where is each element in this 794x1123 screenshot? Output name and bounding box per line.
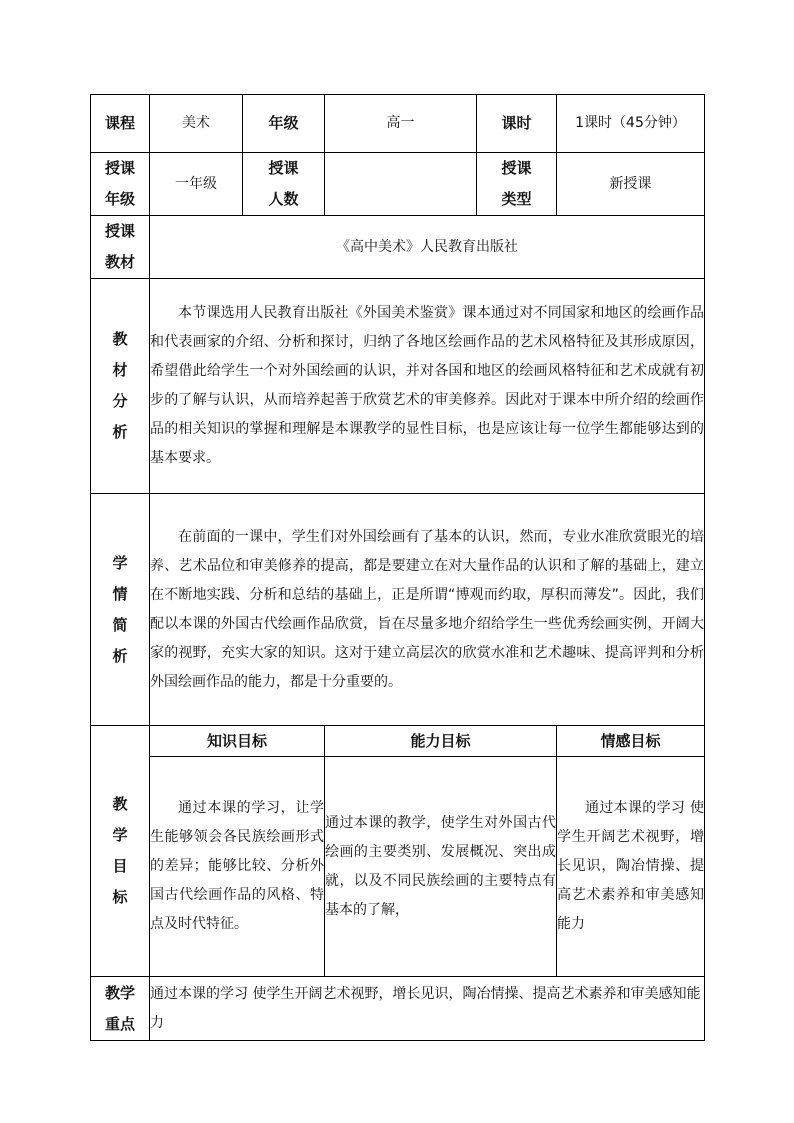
textbook-label: [91, 216, 150, 279]
textbook-row: [91, 216, 705, 279]
label-char: 学: [112, 826, 128, 844]
teach-type-label: [477, 153, 557, 216]
ability-objective-text: 通过本课的教学，使学生对外国古代绘画的主要类别、发展概况、突出成就，以及不同民族绘画的主要特点有基本的了解，: [325, 757, 557, 977]
textbook-value: 《高中美术》人民教育出版社: [150, 216, 705, 279]
teach-type-label-line-1: 授课: [501, 159, 532, 177]
label-char: 目: [112, 857, 128, 875]
material-analysis-label: [91, 279, 150, 494]
key-points-row: [91, 977, 705, 1041]
key-points-label-line-1: 教学: [104, 983, 135, 1002]
label-char: 教: [112, 795, 128, 813]
course-label: 课程: [91, 95, 150, 153]
teach-grade-label-line-1: 授课: [104, 159, 135, 177]
key-points-label-line-2: 重点: [104, 1014, 135, 1033]
course-value: 美术: [150, 95, 243, 153]
key-points-label: [91, 977, 150, 1041]
objectives-label: [91, 726, 150, 977]
hours-label: 课时: [477, 95, 557, 153]
grade-label: 年级: [243, 95, 325, 153]
teach-grade-label: [91, 153, 150, 216]
course-info-row: [91, 95, 705, 153]
label-char: 析: [112, 423, 128, 441]
knowledge-objective-text: 通过本课的学习，让学生能够领会各民族绘画形式的差异；能够比较、分析外国古代绘画作品的风格、特点及时代特征。: [150, 757, 325, 977]
label-char: 情: [112, 584, 128, 603]
teach-type-value: 新授课: [557, 153, 705, 216]
knowledge-objective-heading: 知识目标: [150, 726, 325, 757]
teach-type-label-line-2: 类型: [501, 190, 532, 208]
grade-value: 高一: [325, 95, 477, 153]
label-char: 分: [112, 392, 128, 410]
teach-count-value: [325, 153, 477, 216]
objectives-content-row: [91, 757, 705, 977]
key-points-text: 通过本课的学习 使学生开阔艺术视野，增长见识，陶冶情操、提高艺术素养和审美感知能力: [150, 977, 705, 1041]
material-analysis-row: [91, 279, 705, 494]
teach-count-label: [243, 153, 325, 216]
emotion-objective-heading: 情感目标: [557, 726, 705, 757]
student-analysis-text: 在前面的一课中，学生们对外国绘画有了基本的认识，然而，专业水准欣赏眼光的培养、艺术品位和审美修养的提高，都是要建立在对大量作品的认识和了解的基础上，建立在不断地实践、分析和总结的基础上，正是所谓“博观而约取，厚积而薄发”。因此，我们配以本课的外国古代绘画作品欣赏，旨在尽量多地介绍给学生一些优秀绘画实例，开阔大家的视野，充实大家的知识。这对于建立高层次的欣赏水准和艺术趣味、提高评判和分析外国绘画作品的能力，都是十分重要的。: [150, 494, 705, 726]
textbook-label-line-1: 授课: [104, 222, 135, 240]
hours-value: 1课时（45分钟）: [557, 95, 705, 153]
objectives-header-row: [91, 726, 705, 757]
lesson-plan-table: [90, 94, 705, 1041]
label-char: 学: [112, 553, 128, 572]
teach-count-label-line-1: 授课: [268, 159, 299, 177]
ability-objective-heading: 能力目标: [325, 726, 557, 757]
student-analysis-row: [91, 494, 705, 726]
textbook-label-line-2: 教材: [104, 253, 135, 271]
label-char: 简: [112, 615, 128, 634]
emotion-objective-text: 通过本课的学习 使学生开阔艺术视野，增长见识，陶冶情操、提高艺术素养和审美感知能力: [557, 757, 705, 977]
label-char: 教: [112, 330, 128, 348]
teach-count-label-line-2: 人数: [268, 190, 299, 208]
label-char: 标: [112, 888, 128, 906]
teach-grade-value: 一年级: [150, 153, 243, 216]
teach-grade-label-line-2: 年级: [104, 190, 135, 208]
student-analysis-label: [91, 494, 150, 726]
label-char: 材: [112, 361, 128, 379]
teaching-info-row: [91, 153, 705, 216]
material-analysis-text: 本节课选用人民教育出版社《外国美术鉴赏》课本通过对不同国家和地区的绘画作品和代表画家的介绍、分析和探讨，归纳了各地区绘画作品的艺术风格特征及其形成原因，希望借此给学生一个对外国绘画的认识，并对各国和地区的绘画风格特征和艺术成就有初步的了解与认识，从而培养起善于欣赏艺术的审美修养。因此对于课本中所介绍的绘画作品的相关知识的掌握和理解是本课教学的显性目标，也是应该让每一位学生都能够达到的基本要求。: [150, 279, 705, 494]
label-char: 析: [112, 646, 128, 665]
